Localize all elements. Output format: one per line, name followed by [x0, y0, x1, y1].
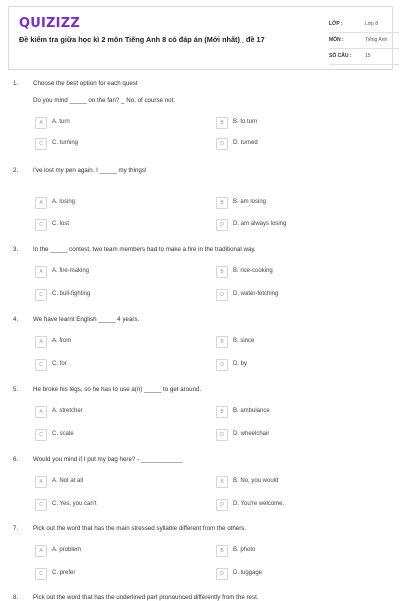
- question-number: 8.: [13, 594, 19, 601]
- question-number: 3.: [13, 246, 19, 253]
- option-letter-box: B: [216, 197, 228, 209]
- option-letter-box: A: [35, 197, 47, 209]
- option-letter-box: D: [216, 499, 228, 511]
- option-text: B. ambulance: [233, 408, 270, 414]
- option-letter-box: D: [216, 219, 228, 231]
- option-letter-box: B: [216, 545, 228, 557]
- option-text: D. wheelchair: [233, 431, 270, 437]
- meta-row-subject: [329, 34, 399, 49]
- option-text: C. prefer: [52, 570, 76, 576]
- worksheet-title: Đề kiểm tra giữa học kì 2 môn Tiếng Anh 8 có đáp án (Mới nhất)_ đề 17: [19, 35, 265, 44]
- question-text: We have learnt English _____ 4 years.: [33, 316, 140, 323]
- question-text: Choose the best option for each quest: [33, 80, 138, 87]
- question-number: 4.: [13, 316, 19, 323]
- option-letter-box: D: [216, 359, 228, 371]
- option-text: A. losing: [52, 199, 76, 205]
- meta-row-class: [329, 18, 399, 33]
- option-text: D. You're welcome.: [233, 501, 285, 507]
- option-text: A. stretcher: [52, 408, 83, 414]
- worksheet-header: [8, 6, 393, 70]
- question-text: Would you mind if I put my bag here? - ____________: [33, 456, 183, 463]
- option-letter-box: C: [35, 568, 47, 580]
- option-text: C. bull-fighting: [52, 291, 91, 297]
- question-number: 5.: [13, 386, 19, 393]
- option-letter-box: C: [35, 499, 47, 511]
- meta-key: SỐ CÂU :: [329, 53, 352, 59]
- meta-key: MÔN :: [329, 37, 344, 43]
- meta-row-question-count: [329, 50, 399, 65]
- question-text: I've lost my pen again. I _____ my things!: [33, 167, 147, 174]
- option-letter-box: C: [35, 429, 47, 441]
- option-text: C. for: [52, 361, 67, 367]
- option-letter-box: D: [216, 289, 228, 301]
- option-text: B. to turn: [233, 119, 258, 125]
- option-letter-box: D: [216, 138, 228, 150]
- option-letter-box: B: [216, 336, 228, 348]
- option-letter-box: C: [35, 359, 47, 371]
- option-letter-box: D: [216, 429, 228, 441]
- question-number: 1.: [13, 80, 19, 87]
- meta-value: Lớp 8: [365, 21, 379, 27]
- option-text: C. lost: [52, 221, 70, 227]
- question-number: 6.: [13, 456, 19, 463]
- question-text: He broke his legs, so he has to use a(n) _____ to get around.: [33, 386, 202, 393]
- option-text: B. No, you would: [233, 478, 279, 484]
- option-letter-box: C: [35, 219, 47, 231]
- option-letter-box: B: [216, 476, 228, 488]
- option-letter-box: B: [216, 406, 228, 418]
- option-letter-box: B: [216, 266, 228, 278]
- question-subtext: Do you mind _____ on the fan? _ No, of course not.: [33, 97, 176, 104]
- option-letter-box: B: [216, 117, 228, 129]
- option-letter-box: D: [216, 568, 228, 580]
- option-text: C. turning: [52, 140, 79, 146]
- option-text: D. am always losing: [233, 221, 287, 227]
- option-letter-box: A: [35, 336, 47, 348]
- option-text: D. by: [233, 361, 248, 367]
- meta-value: 15: [365, 53, 371, 59]
- option-text: A. turn: [52, 119, 70, 125]
- quizizz-logo: QUIZIZZ: [19, 16, 80, 31]
- question-text: Pick out the word that has the underlined part pronounced differently from the rest.: [33, 594, 259, 601]
- option-letter-box: A: [35, 476, 47, 488]
- option-text: B. rice-cooking: [233, 268, 273, 274]
- option-letter-box: A: [35, 266, 47, 278]
- option-text: D. water-fetching: [233, 291, 279, 297]
- option-letter-box: C: [35, 138, 47, 150]
- option-text: C. Yes, you can't: [52, 501, 97, 507]
- question-text: In the _____ contest, two team members had to make a fire in the traditional way.: [33, 246, 256, 253]
- option-text: A. from: [52, 338, 72, 344]
- option-text: A. Not at all: [52, 478, 84, 484]
- meta-key: LỚP :: [329, 21, 343, 27]
- option-text: B. am losing: [233, 199, 267, 205]
- option-letter-box: C: [35, 289, 47, 301]
- question-number: 2.: [13, 167, 19, 174]
- option-text: D. luggage: [233, 570, 263, 576]
- option-text: A. fire-making: [52, 268, 90, 274]
- option-text: B. photo: [233, 547, 256, 553]
- option-text: D. turned: [233, 140, 258, 146]
- question-number: 7.: [13, 525, 19, 532]
- meta-value: Tiếng Anh: [365, 37, 388, 43]
- option-letter-box: A: [35, 545, 47, 557]
- option-text: A. problem: [52, 547, 82, 553]
- option-letter-box: A: [35, 406, 47, 418]
- option-text: C. scale: [52, 431, 74, 437]
- question-text: Pick out the word that has the main stressed syllable different from the others.: [33, 525, 247, 532]
- option-text: B. since: [233, 338, 255, 344]
- option-letter-box: A: [35, 117, 47, 129]
